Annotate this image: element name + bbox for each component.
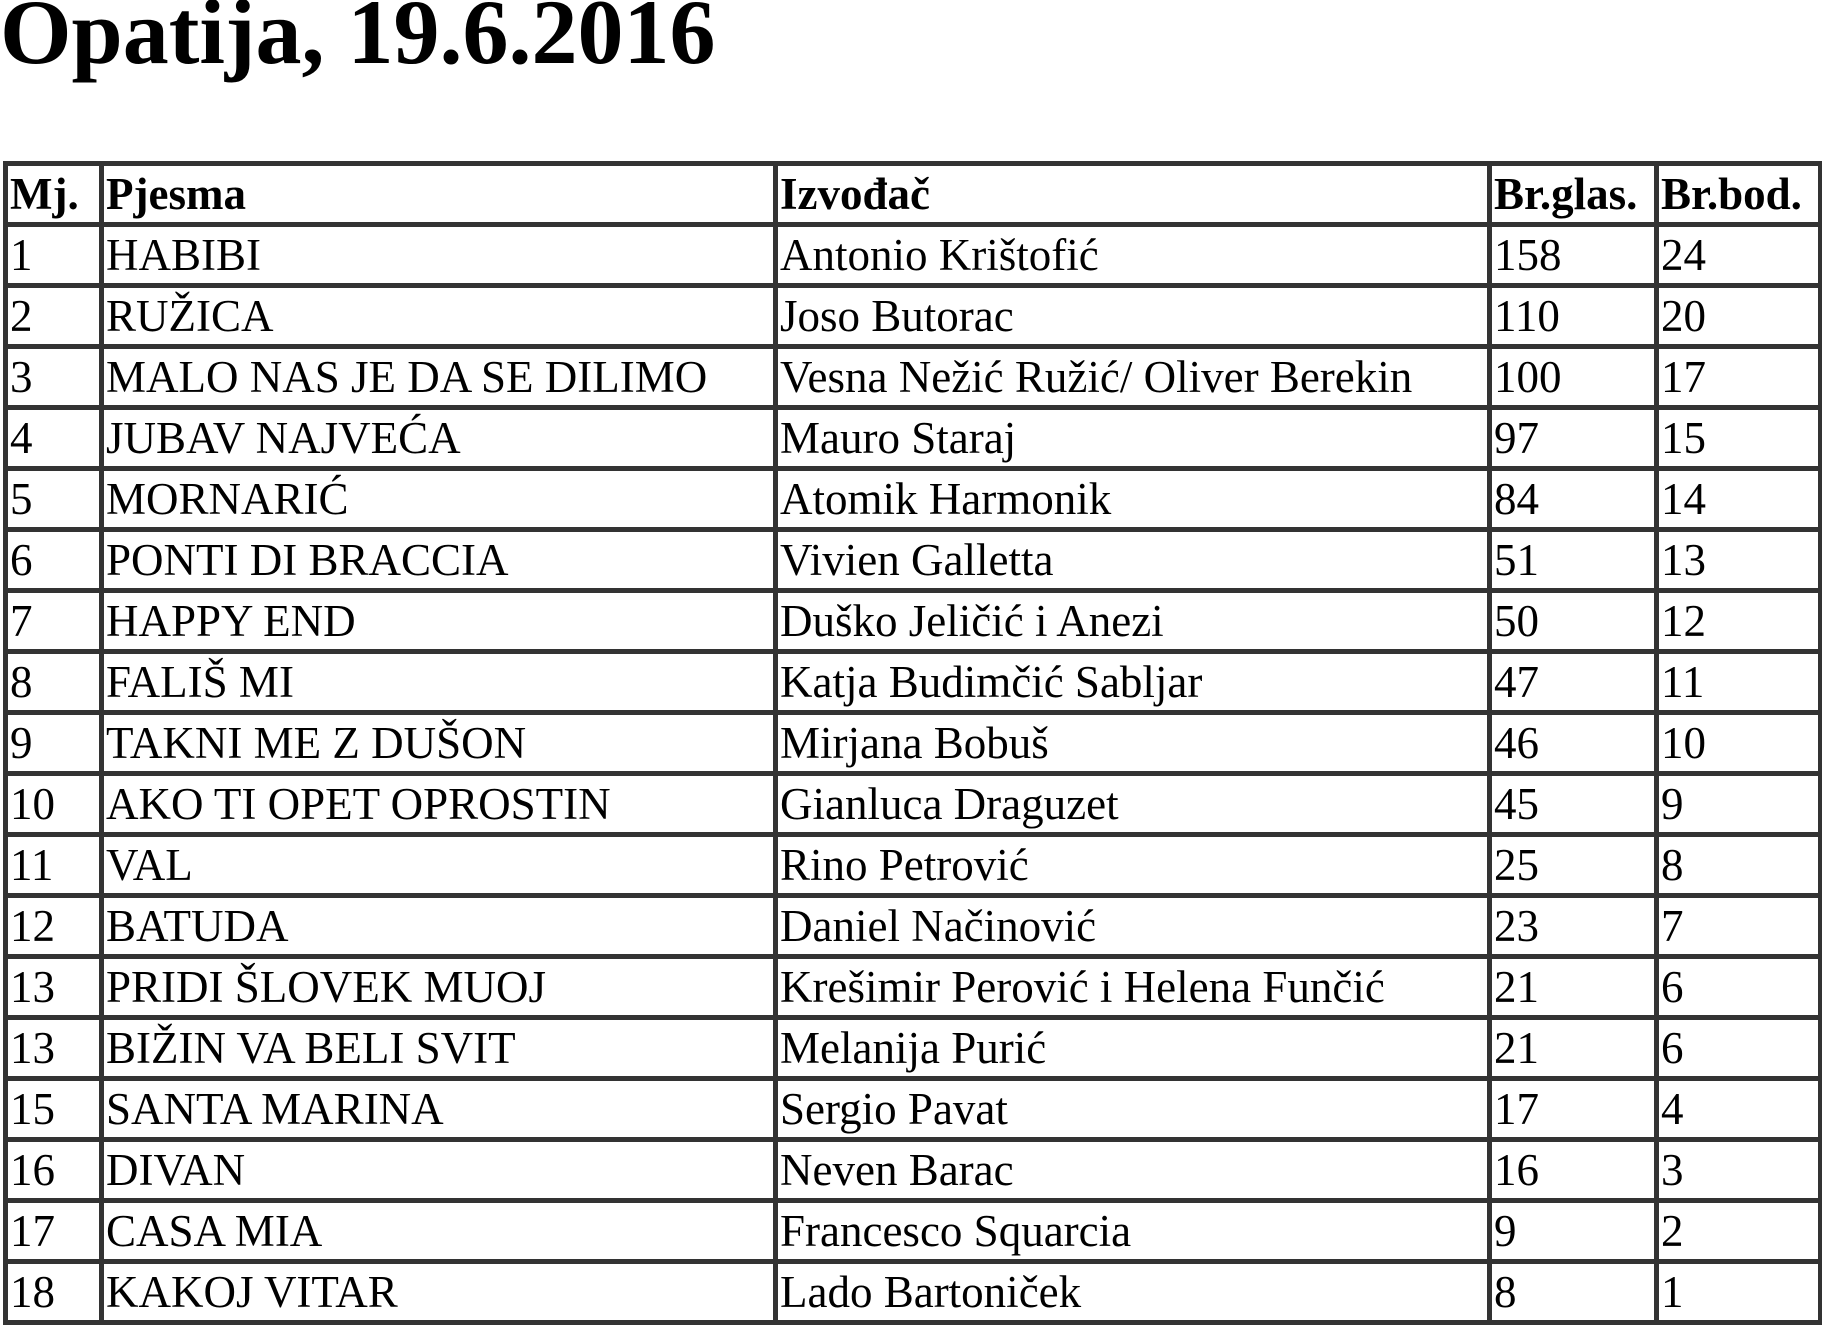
cell-performer: Mirjana Bobuš [776,713,1490,774]
table-row [6,652,1821,713]
header-votes: Br.glas. [1490,164,1657,225]
cell-performer: Francesco Squarcia [776,1201,1490,1262]
cell-rank: 10 [6,774,102,835]
cell-votes: 9 [1490,1201,1657,1262]
cell-rank: 1 [6,225,102,286]
header-performer: Izvođač [776,164,1490,225]
cell-song: KAKOJ VITAR [102,1262,776,1323]
cell-points: 12 [1657,591,1821,652]
cell-rank: 17 [6,1201,102,1262]
cell-rank: 2 [6,286,102,347]
cell-song: AKO TI OPET OPROSTIN [102,774,776,835]
cell-votes: 84 [1490,469,1657,530]
cell-performer: Daniel Načinović [776,896,1490,957]
table-row [6,469,1821,530]
table-row [6,835,1821,896]
cell-song: FALIŠ MI [102,652,776,713]
cell-votes: 158 [1490,225,1657,286]
table-row [6,896,1821,957]
header-points: Br.bod. [1657,164,1821,225]
header-song: Pjesma [102,164,776,225]
cell-votes: 21 [1490,1018,1657,1079]
cell-song: PRIDI ŠLOVEK MUOJ [102,957,776,1018]
cell-song: RUŽICA [102,286,776,347]
cell-points: 8 [1657,835,1821,896]
cell-performer: Krešimir Perović i Helena Funčić [776,957,1490,1018]
cell-votes: 50 [1490,591,1657,652]
table-row [6,286,1821,347]
cell-votes: 51 [1490,530,1657,591]
cell-song: MALO NAS JE DA SE DILIMO [102,347,776,408]
cell-rank: 13 [6,957,102,1018]
cell-performer: Melanija Purić [776,1018,1490,1079]
cell-song: PONTI DI BRACCIA [102,530,776,591]
cell-rank: 16 [6,1140,102,1201]
cell-points: 24 [1657,225,1821,286]
table-row [6,1079,1821,1140]
table-row [6,530,1821,591]
cell-rank: 9 [6,713,102,774]
cell-points: 1 [1657,1262,1821,1323]
cell-votes: 17 [1490,1079,1657,1140]
cell-rank: 3 [6,347,102,408]
cell-points: 13 [1657,530,1821,591]
table-row [6,347,1821,408]
header-row [6,164,1821,225]
cell-performer: Katja Budimčić Sabljar [776,652,1490,713]
cell-rank: 6 [6,530,102,591]
page-title: Opatija, 19.6.2016 [0,0,716,83]
table-row [6,957,1821,1018]
cell-points: 3 [1657,1140,1821,1201]
cell-votes: 8 [1490,1262,1657,1323]
cell-song: TAKNI ME Z DUŠON [102,713,776,774]
header-rank: Mj. [6,164,102,225]
cell-votes: 21 [1490,957,1657,1018]
cell-points: 10 [1657,713,1821,774]
cell-rank: 13 [6,1018,102,1079]
cell-points: 15 [1657,408,1821,469]
cell-performer: Rino Petrović [776,835,1490,896]
table-body [6,225,1821,1323]
cell-votes: 110 [1490,286,1657,347]
cell-votes: 100 [1490,347,1657,408]
cell-points: 7 [1657,896,1821,957]
cell-points: 4 [1657,1079,1821,1140]
cell-votes: 45 [1490,774,1657,835]
cell-votes: 25 [1490,835,1657,896]
table-row [6,1018,1821,1079]
cell-points: 20 [1657,286,1821,347]
cell-points: 6 [1657,957,1821,1018]
cell-performer: Joso Butorac [776,286,1490,347]
table-row [6,713,1821,774]
cell-votes: 97 [1490,408,1657,469]
cell-performer: Lado Bartoniček [776,1262,1490,1323]
cell-rank: 12 [6,896,102,957]
cell-performer: Gianluca Draguzet [776,774,1490,835]
cell-rank: 8 [6,652,102,713]
table-row [6,225,1821,286]
cell-song: MORNARIĆ [102,469,776,530]
cell-points: 11 [1657,652,1821,713]
cell-rank: 15 [6,1079,102,1140]
table-header [6,164,1821,225]
cell-performer: Sergio Pavat [776,1079,1490,1140]
cell-song: VAL [102,835,776,896]
table-row [6,774,1821,835]
cell-performer: Duško Jeličić i Anezi [776,591,1490,652]
cell-points: 9 [1657,774,1821,835]
table-row [6,591,1821,652]
cell-song: BATUDA [102,896,776,957]
cell-points: 17 [1657,347,1821,408]
cell-performer: Mauro Staraj [776,408,1490,469]
cell-points: 14 [1657,469,1821,530]
cell-rank: 7 [6,591,102,652]
table-row [6,1262,1821,1323]
cell-votes: 16 [1490,1140,1657,1201]
cell-votes: 23 [1490,896,1657,957]
cell-performer: Vesna Nežić Ružić/ Oliver Berekin [776,347,1490,408]
cell-song: DIVAN [102,1140,776,1201]
cell-performer: Antonio Krištofić [776,225,1490,286]
cell-song: CASA MIA [102,1201,776,1262]
cell-rank: 11 [6,835,102,896]
cell-song: HAPPY END [102,591,776,652]
cell-votes: 47 [1490,652,1657,713]
cell-rank: 5 [6,469,102,530]
table-row [6,1201,1821,1262]
cell-points: 2 [1657,1201,1821,1262]
cell-rank: 4 [6,408,102,469]
cell-votes: 46 [1490,713,1657,774]
table-row [6,1140,1821,1201]
cell-performer: Atomik Harmonik [776,469,1490,530]
cell-song: HABIBI [102,225,776,286]
cell-performer: Neven Barac [776,1140,1490,1201]
cell-song: SANTA MARINA [102,1079,776,1140]
cell-performer: Vivien Galletta [776,530,1490,591]
results-table [3,161,1822,1325]
cell-rank: 18 [6,1262,102,1323]
table-row [6,408,1821,469]
cell-points: 6 [1657,1018,1821,1079]
cell-song: JUBAV NAJVEĆA [102,408,776,469]
cell-song: BIŽIN VA BELI SVIT [102,1018,776,1079]
